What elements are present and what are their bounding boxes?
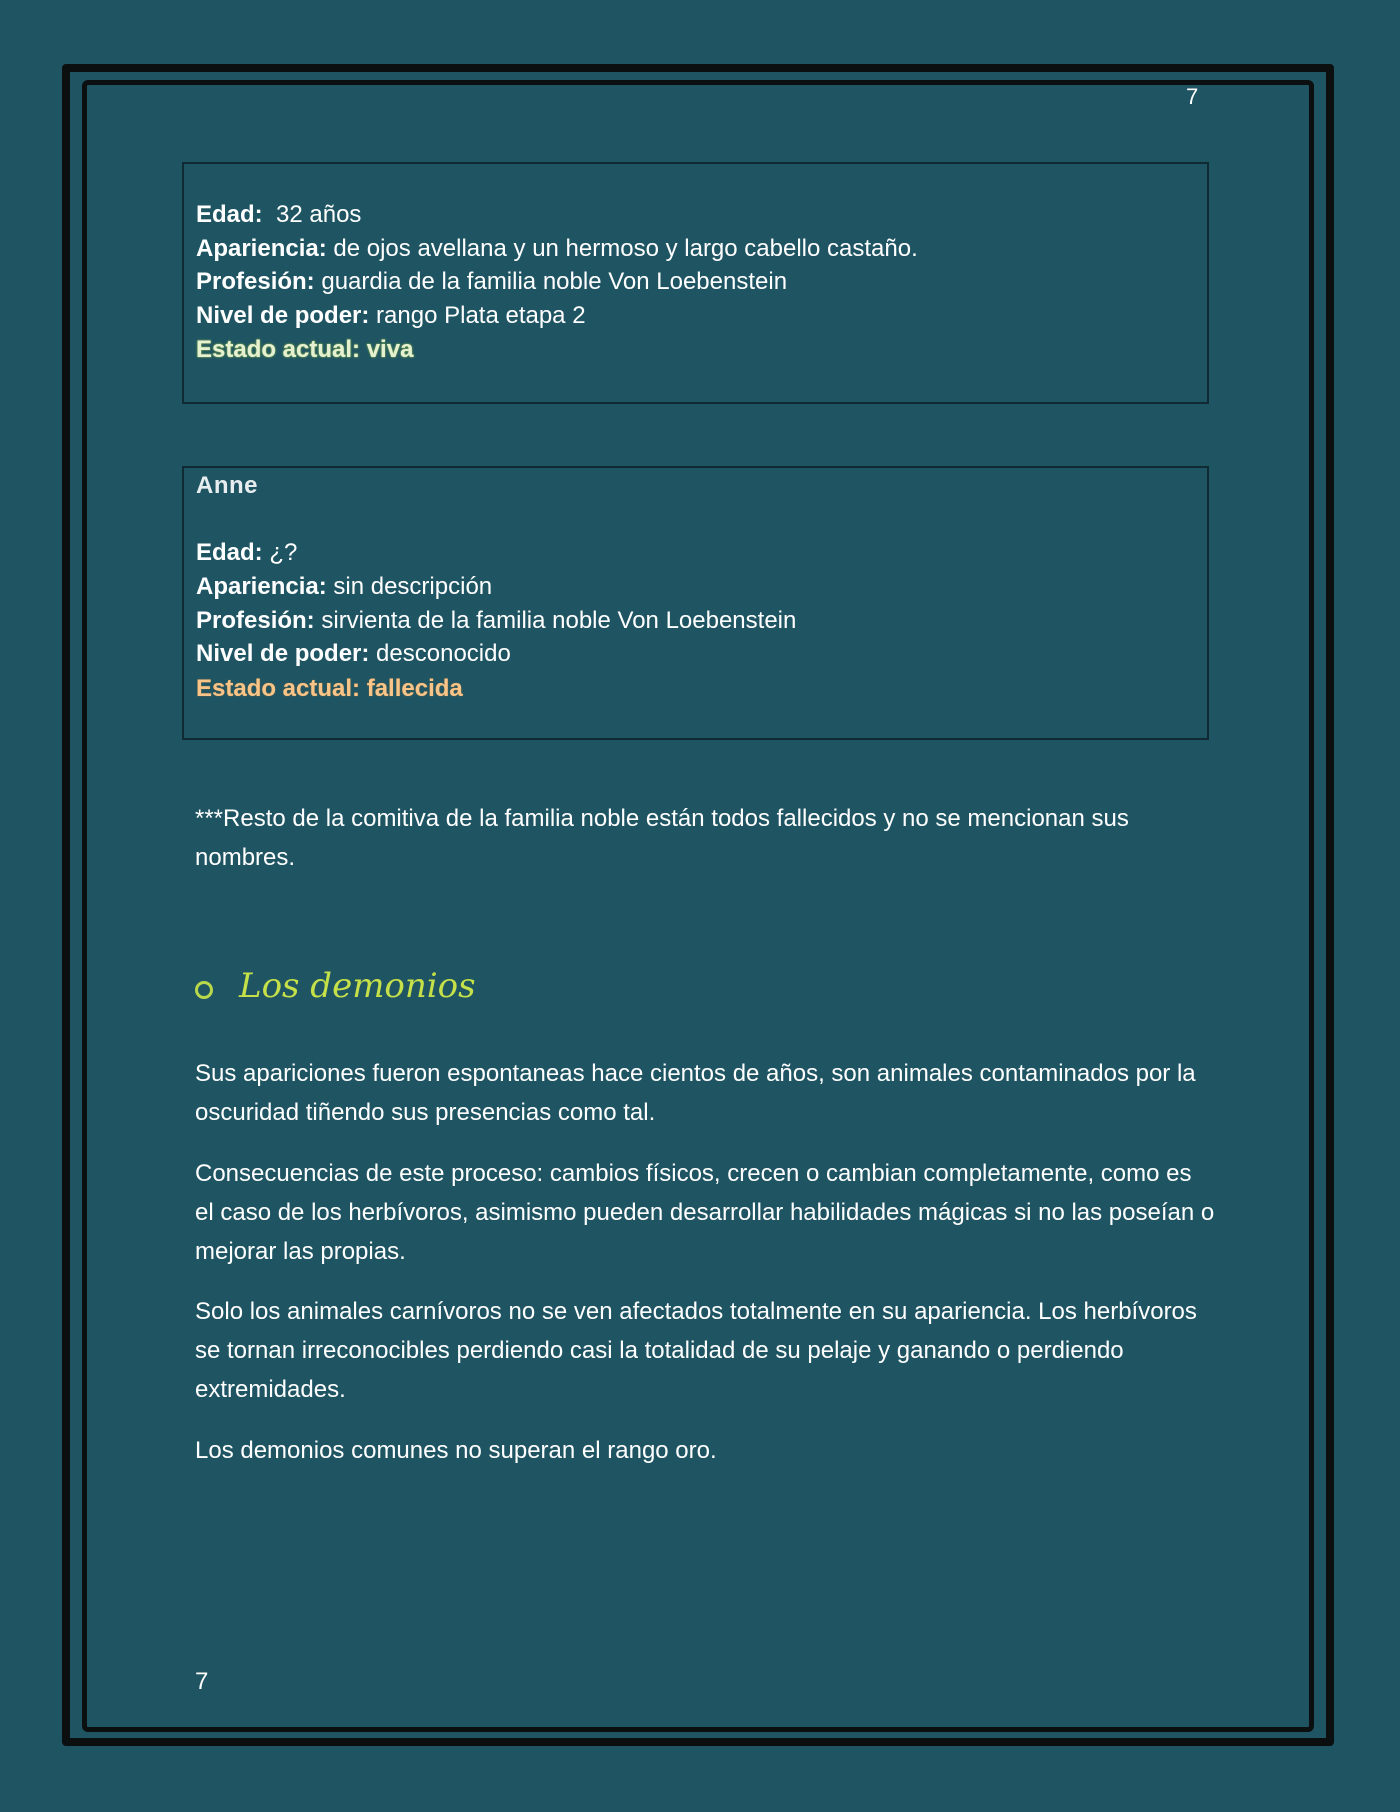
- power-level-value: desconocido: [376, 640, 511, 667]
- status-alive: Estado actual: viva: [196, 336, 414, 363]
- profession-label: Profesión:: [196, 268, 315, 295]
- paragraph-2: Consecuencias de este proceso: cambios físicos, crecen o cambian completamente, como es el caso de los herbívoros, asimismo pueden desarrollar habilidades mágicas si no las poseían o mejorar las propias.: [195, 1160, 1215, 1265]
- profession-value: sirvienta de la familia noble Von Loebenstein: [321, 607, 797, 634]
- page-number-top: 7: [1186, 84, 1199, 109]
- appearance-line: [196, 572, 492, 602]
- profession-line: [196, 606, 796, 636]
- power-level-line: [196, 639, 511, 669]
- profession-value: guardia de la familia noble Von Loebenstein: [321, 268, 788, 295]
- age-line: [196, 538, 297, 568]
- age-label: Edad:: [196, 539, 263, 566]
- section-heading: [195, 960, 476, 1012]
- age-value: 32 años: [276, 201, 362, 228]
- paragraph-3: Solo los animales carnívoros no se ven afectados totalmente en su apariencia. Los herbívoros se tornan irreconocibles perdiendo casi la totalidad de su pelaje y ganando o perdiendo extremidades.: [195, 1298, 1197, 1403]
- appearance-label: Apariencia:: [196, 235, 327, 262]
- appearance-label: Apariencia:: [196, 573, 327, 600]
- age-line: [196, 200, 361, 230]
- profession-line: [196, 267, 787, 297]
- section-title: Los demonios: [239, 966, 476, 1006]
- profession-label: Profesión:: [196, 607, 315, 634]
- power-level-value: rango Plata etapa 2: [376, 302, 586, 329]
- entourage-note: ***Resto de la comitiva de la familia noble están todos fallecidos y no se mencionan sus nombres.: [195, 805, 1129, 871]
- character-card-anne: [182, 466, 1209, 740]
- paragraph-1: Sus apariciones fueron espontaneas hace cientos de años, son animales contaminados por la oscuridad tiñendo sus presencias como tal.: [195, 1060, 1196, 1126]
- page-number-bottom: 7: [195, 1668, 209, 1695]
- status-deceased: Estado actual: fallecida: [196, 675, 463, 702]
- power-level-line: [196, 301, 586, 331]
- paragraph-4: Los demonios comunes no superan el rango oro.: [195, 1437, 717, 1464]
- age-value: ¿?: [269, 539, 298, 566]
- appearance-value: sin descripción: [333, 573, 493, 600]
- power-level-label: Nivel de poder:: [196, 302, 370, 329]
- appearance-value: de ojos avellana y un hermoso y largo cabello castaño.: [333, 235, 918, 262]
- character-card-guard: [182, 162, 1209, 404]
- age-label: Edad:: [196, 201, 263, 228]
- circle-bullet-icon: [195, 981, 213, 999]
- power-level-label: Nivel de poder:: [196, 640, 370, 667]
- character-name: Anne: [196, 472, 258, 499]
- appearance-line: [196, 234, 918, 264]
